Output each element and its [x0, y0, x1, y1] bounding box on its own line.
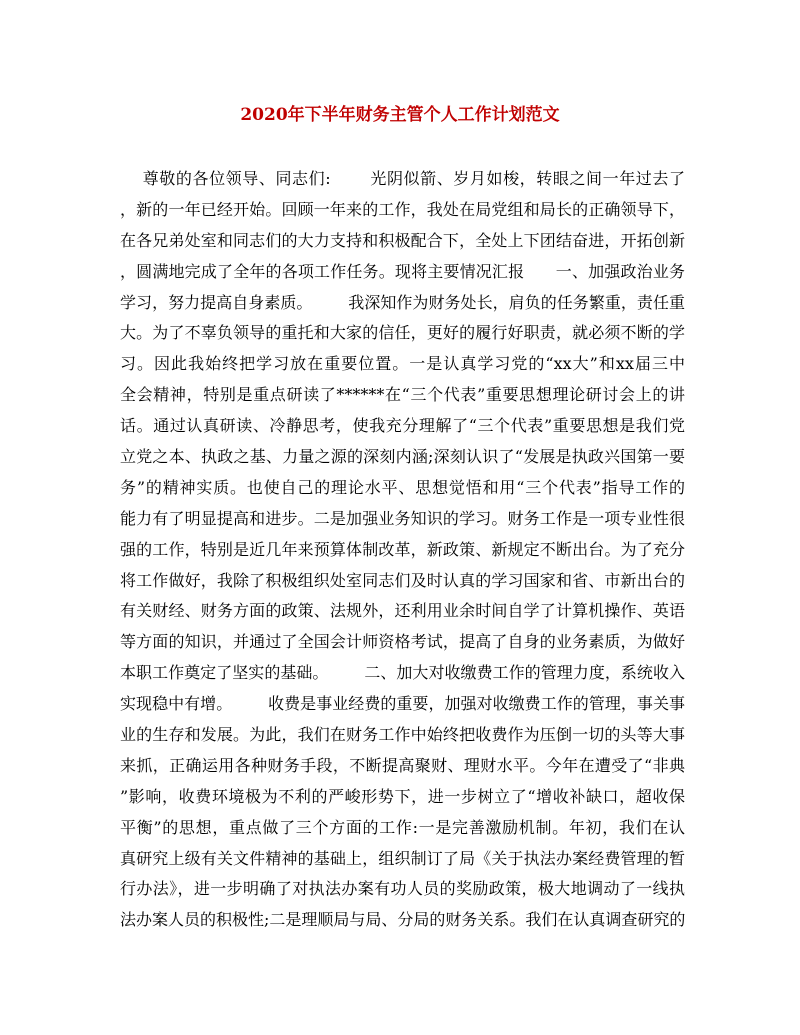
body-line: 尊敬的各位领导、同志们: 光阴似箭、岁月如梭，转眼之间一年过去了	[120, 169, 685, 188]
body-line: ，新的一年已经开始。回顾一年来的工作，我处在局党组和局长的正确领导下，	[120, 199, 685, 219]
body-line: ”影响，收费环境极为不利的严峻形势下，进一步树立了“增收补缺口，超收保	[120, 786, 685, 806]
body-line: ，圆满地完成了全年的各项工作任务。现将主要情况汇报 一、加强政治业务	[120, 261, 685, 281]
body-line: 有关财经、财务方面的政策、法规外，还利用业余时间自学了计算机操作、英语	[120, 601, 685, 621]
body-line: 真研究上级有关文件精神的基础上，组织制订了局《关于执法办案经费管理的暂	[120, 848, 685, 868]
body-line: 平衡”的思想，重点做了三个方面的工作:一是完善激励机制。年初，我们在认	[120, 817, 685, 837]
body-line: 本职工作奠定了坚实的基础。 二、加大对收缴费工作的管理力度，系统收入	[120, 663, 685, 683]
body-line: 强的工作，特别是近几年来预算体制改革，新政策、新规定不断出台。为了充分	[120, 539, 685, 559]
body-line: 能力有了明显提高和进步。二是加强业务知识的学习。财务工作是一项专业性很	[120, 508, 685, 528]
body-line: 业的生存和发展。为此，我们在财务工作中始终把收费作为压倒一切的头等大事	[120, 725, 685, 745]
body-line: 在各兄弟处室和同志们的大力支持和积极配合下，全处上下团结奋进，开拓创新	[120, 230, 685, 250]
body-line: 法办案人员的积极性;二是理顺局与局、分局的财务关系。我们在认真调查研究的	[120, 910, 685, 930]
body-line: 等方面的知识，并通过了全国会计师资格考试，提高了自身的业务素质，为做好	[120, 632, 685, 652]
body-line: 话。通过认真研读、冷静思考，使我充分理解了“三个代表”重要思想是我们党	[120, 416, 685, 436]
body-line: 务”的精神实质。也使自己的理论水平、思想觉悟和用“三个代表”指导工作的	[120, 477, 685, 497]
body-line: 立党之本、执政之基、力量之源的深刻内涵;深刻认识了“发展是执政兴国第一要	[120, 447, 685, 467]
body-line: 学习，努力提高自身素质。 我深知作为财务处长，肩负的任务繁重，责任重	[120, 292, 685, 312]
body-line: 大。为了不辜负领导的重托和大家的信任，更好的履行好职责，就必须不断的学	[120, 323, 685, 343]
document-body	[120, 164, 685, 936]
body-line: 来抓，正确运用各种财务手段，不断提高聚财、理财水平。今年在遭受了“非典	[120, 755, 685, 775]
document-title: 2020年下半年财务主管个人工作计划范文	[240, 105, 560, 125]
body-line: 全会精神，特别是重点研读了******在“三个代表”重要思想理论研讨会上的讲	[120, 385, 685, 405]
body-line: 习。因此我始终把学习放在重要位置。一是认真学习党的“xx大”和xx届三中	[120, 354, 685, 374]
body-line: 实现稳中有增。 收费是事业经费的重要，加强对收缴费工作的管理，事关事	[120, 694, 685, 714]
body-line: 将工作做好，我除了积极组织处室同志们及时认真的学习国家和省、市新出台的	[120, 570, 685, 590]
body-line: 行办法》，进一步明确了对执法办案有功人员的奖励政策，极大地调动了一线执	[120, 879, 685, 899]
